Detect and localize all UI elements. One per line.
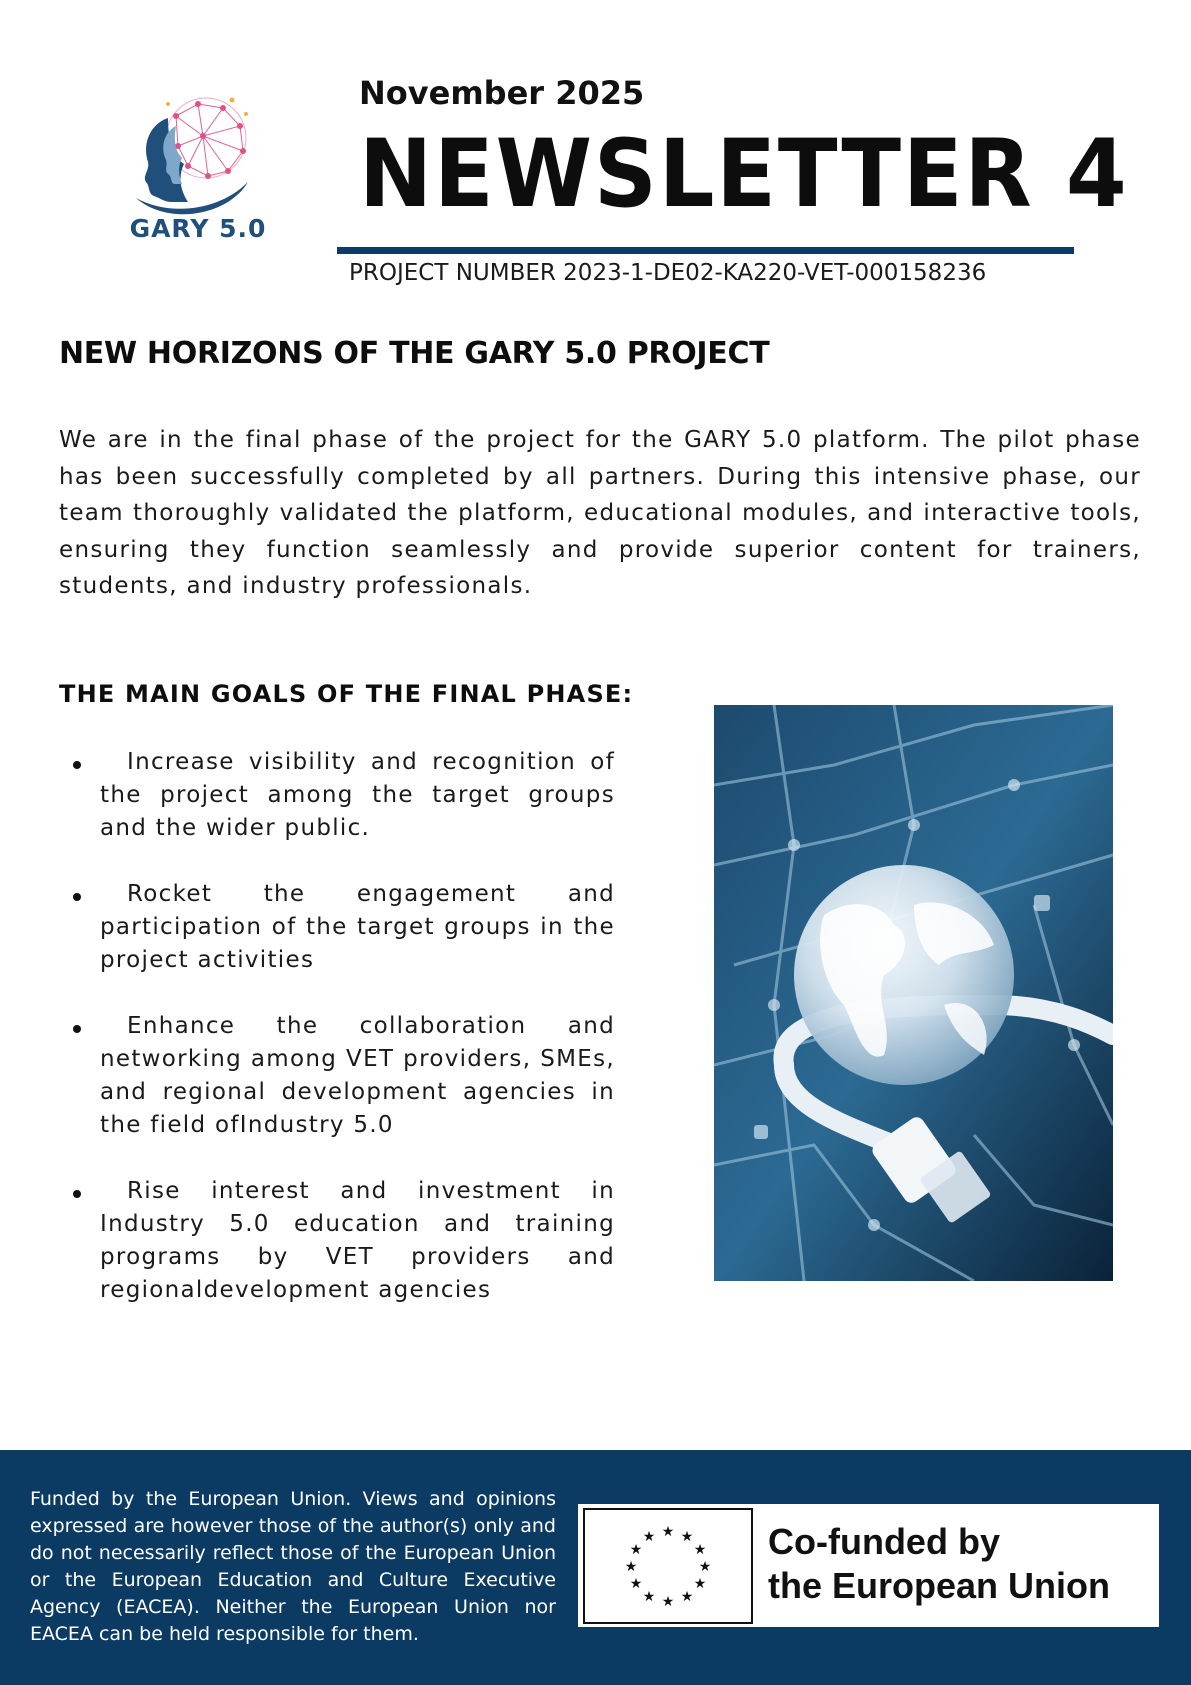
list-item: Enhance the collaboration and networking among VET providers, SMEs, and regional development agencies in the field ofIndustry 5.0 [59,1010,615,1142]
list-item: Increase visibility and recognition of the project among the target groups and the wider public. [59,746,615,845]
svg-text:★: ★ [661,1594,675,1610]
svg-text:★: ★ [698,1559,712,1575]
svg-text:★: ★ [693,1576,707,1592]
eu-line-1: Co-funded by [768,1521,1000,1562]
newsletter-date: November 2025 [359,74,645,112]
svg-text:★: ★ [693,1542,707,1558]
list-item: Rocket the engagement and participation of the target groups in the project activities [59,878,615,977]
eu-line-2: the European Union [768,1565,1110,1606]
newsletter-title: NEWSLETTER 4 [359,120,1129,229]
list-item: Rise interest and investment in Industry 5.0 education and training programs by VET providers and regionaldevelopment agencies [59,1175,615,1307]
svg-text:★: ★ [629,1576,643,1592]
eu-stars-icon [585,1510,751,1622]
goals-list [59,746,615,1340]
svg-text:★: ★ [680,1589,694,1605]
intro-paragraph: We are in the final phase of the project for the GARY 5.0 platform. The pilot phase has been successfully completed by all partners. During this intensive phase, our team thoroughly validated the platform, educational modules, and interactive tools, ensuring they function seamlessly and provide superior content for trainers, students, and industry professionals. [59,427,1141,599]
eu-cofunded-badge [578,1504,1159,1627]
svg-text:★: ★ [680,1529,694,1545]
section-heading: NEW HORIZONS OF THE GARY 5.0 PROJECT [59,336,770,371]
svg-text:★: ★ [624,1559,638,1575]
goals-heading: THE MAIN GOALS OF THE FINAL PHASE: [59,680,634,708]
eu-cofunded-text [768,1520,1110,1608]
svg-text:★: ★ [661,1524,675,1540]
title-underline [337,247,1074,254]
svg-text:★: ★ [629,1542,643,1558]
svg-text:★: ★ [642,1589,656,1605]
logo-text: GARY 5.0 [129,214,267,243]
eu-flag [583,1508,753,1624]
globe-circuit-photo [714,705,1113,1281]
funding-disclaimer: Funded by the European Union. Views and opinions expressed are however those of the author(s) only and do not necessarily reflect those of the European Union or the European Education and Culture Executive Agency (EACEA). Neither the European Union nor EACEA can be held responsible for them. [30,1488,556,1645]
svg-text:★: ★ [642,1529,656,1545]
project-number: PROJECT NUMBER 2023-1-DE02-KA220-VET-000158236 [349,260,987,286]
